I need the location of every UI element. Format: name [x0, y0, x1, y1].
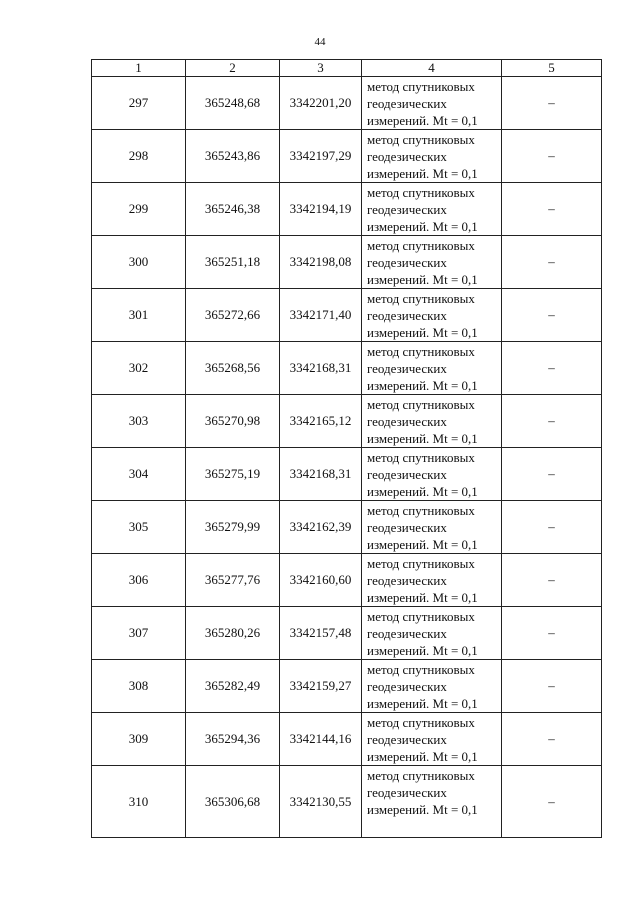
- note-cell: –: [502, 607, 602, 660]
- point-number-cell: 301: [92, 289, 186, 342]
- point-number-cell: 303: [92, 395, 186, 448]
- point-number-cell: 306: [92, 554, 186, 607]
- table-row: [92, 130, 602, 183]
- note-cell: –: [502, 501, 602, 554]
- note-cell: –: [502, 395, 602, 448]
- y-coordinate-cell: 3342159,27: [280, 660, 362, 713]
- table-row: [92, 77, 602, 130]
- method-cell: [362, 342, 502, 395]
- note-cell: –: [502, 554, 602, 607]
- method-text-line: метод спутниковых: [367, 555, 475, 571]
- method-cell: [362, 289, 502, 342]
- method-cell: [362, 713, 502, 766]
- method-text-line: метод спутниковых: [367, 449, 475, 465]
- method-text-line: метод спутниковых: [367, 502, 475, 518]
- x-coordinate-cell: 365306,68: [186, 766, 280, 838]
- note-cell: –: [502, 342, 602, 395]
- method-text-line: геодезических: [367, 625, 447, 641]
- point-number-cell: 305: [92, 501, 186, 554]
- method-text-line: геодезических: [367, 572, 447, 588]
- note-cell: –: [502, 660, 602, 713]
- method-text-line: геодезических: [367, 785, 447, 800]
- column-header: 4: [362, 60, 502, 77]
- method-text-line: метод спутниковых: [367, 608, 475, 624]
- method-text-line: метод спутниковых: [367, 768, 475, 783]
- y-coordinate-cell: 3342194,19: [280, 183, 362, 236]
- y-coordinate-cell: 3342201,20: [280, 77, 362, 130]
- x-coordinate-cell: 365268,56: [186, 342, 280, 395]
- note-cell: –: [502, 236, 602, 289]
- method-text-line: метод спутниковых: [367, 237, 475, 253]
- x-coordinate-cell: 365251,18: [186, 236, 280, 289]
- note-cell: –: [502, 130, 602, 183]
- method-text-line: геодезических: [367, 360, 447, 376]
- method-text-line: геодезических: [367, 201, 447, 217]
- table-row: [92, 395, 602, 448]
- x-coordinate-cell: 365246,38: [186, 183, 280, 236]
- table-row: [92, 289, 602, 342]
- method-text-line: геодезических: [367, 678, 447, 694]
- method-text-line: измерений. Mt = 0,1: [367, 430, 478, 446]
- x-coordinate-cell: 365248,68: [186, 77, 280, 130]
- y-coordinate-cell: 3342197,29: [280, 130, 362, 183]
- method-cell: [362, 130, 502, 183]
- x-coordinate-cell: 365272,66: [186, 289, 280, 342]
- method-text-line: геодезических: [367, 148, 447, 164]
- y-coordinate-cell: 3342198,08: [280, 236, 362, 289]
- method-text-line: измерений. Mt = 0,1: [367, 112, 478, 128]
- method-text-line: измерений. Mt = 0,1: [367, 165, 478, 181]
- method-text-line: геодезических: [367, 95, 447, 111]
- note-cell: –: [502, 77, 602, 130]
- x-coordinate-cell: 365275,19: [186, 448, 280, 501]
- column-header: 5: [502, 60, 602, 77]
- method-text-line: метод спутниковых: [367, 661, 475, 677]
- method-text-line: геодезических: [367, 307, 447, 323]
- table-row: [92, 342, 602, 395]
- table-row: [92, 501, 602, 554]
- point-number-cell: 302: [92, 342, 186, 395]
- method-text-line: метод спутниковых: [367, 343, 475, 359]
- column-header: 3: [280, 60, 362, 77]
- note-cell: –: [502, 713, 602, 766]
- method-cell: [362, 501, 502, 554]
- y-coordinate-cell: 3342168,31: [280, 342, 362, 395]
- method-cell: [362, 660, 502, 713]
- x-coordinate-cell: 365270,98: [186, 395, 280, 448]
- method-text-line: измерений. Mt = 0,1: [367, 536, 478, 552]
- y-coordinate-cell: 3342168,31: [280, 448, 362, 501]
- method-cell: [362, 236, 502, 289]
- column-header: 1: [92, 60, 186, 77]
- table-row: [92, 713, 602, 766]
- point-number-cell: 298: [92, 130, 186, 183]
- method-text-line: измерений. Mt = 0,1: [367, 483, 478, 499]
- method-text-line: метод спутниковых: [367, 78, 475, 94]
- table-row: [92, 554, 602, 607]
- method-text-line: измерений. Mt = 0,1: [367, 377, 478, 393]
- x-coordinate-cell: 365294,36: [186, 713, 280, 766]
- method-text-line: метод спутниковых: [367, 396, 475, 412]
- method-text-line: геодезических: [367, 254, 447, 270]
- method-text-line: метод спутниковых: [367, 131, 475, 147]
- method-cell: [362, 395, 502, 448]
- method-cell: [362, 607, 502, 660]
- point-number-cell: 310: [92, 766, 186, 838]
- y-coordinate-cell: 3342162,39: [280, 501, 362, 554]
- method-text-line: геодезических: [367, 466, 447, 482]
- method-text-line: геодезических: [367, 519, 447, 535]
- y-coordinate-cell: 3342144,16: [280, 713, 362, 766]
- method-cell: [362, 183, 502, 236]
- method-text-line: измерений. Mt = 0,1: [367, 271, 478, 287]
- method-text-line: измерений. Mt = 0,1: [367, 642, 478, 658]
- point-number-cell: 299: [92, 183, 186, 236]
- y-coordinate-cell: 3342165,12: [280, 395, 362, 448]
- method-cell: [362, 448, 502, 501]
- column-header: 2: [186, 60, 280, 77]
- table-row: [92, 183, 602, 236]
- method-text-line: метод спутниковых: [367, 184, 475, 200]
- table-body: [92, 77, 602, 838]
- note-cell: –: [502, 766, 602, 838]
- method-text-line: геодезических: [367, 413, 447, 429]
- x-coordinate-cell: 365277,76: [186, 554, 280, 607]
- x-coordinate-cell: 365282,49: [186, 660, 280, 713]
- method-text-line: измерений. Mt = 0,1: [367, 802, 478, 817]
- point-number-cell: 297: [92, 77, 186, 130]
- x-coordinate-cell: 365280,26: [186, 607, 280, 660]
- table-row: [92, 448, 602, 501]
- point-number-cell: 300: [92, 236, 186, 289]
- method-text-line: измерений. Mt = 0,1: [367, 218, 478, 234]
- method-cell: [362, 766, 502, 838]
- point-number-cell: 304: [92, 448, 186, 501]
- y-coordinate-cell: 3342130,55: [280, 766, 362, 838]
- note-cell: –: [502, 183, 602, 236]
- method-cell: [362, 77, 502, 130]
- page-number: 44: [314, 36, 326, 48]
- method-text-line: метод спутниковых: [367, 290, 475, 306]
- y-coordinate-cell: 3342160,60: [280, 554, 362, 607]
- table-row: [92, 766, 602, 838]
- method-text-line: геодезических: [367, 731, 447, 747]
- table-row: [92, 607, 602, 660]
- point-number-cell: 308: [92, 660, 186, 713]
- method-text-line: измерений. Mt = 0,1: [367, 695, 478, 711]
- method-text-line: измерений. Mt = 0,1: [367, 589, 478, 605]
- x-coordinate-cell: 365279,99: [186, 501, 280, 554]
- y-coordinate-cell: 3342171,40: [280, 289, 362, 342]
- point-number-cell: 309: [92, 713, 186, 766]
- method-text-line: измерений. Mt = 0,1: [367, 324, 478, 340]
- coordinates-table: [91, 59, 602, 838]
- table-header-row: [92, 60, 602, 77]
- y-coordinate-cell: 3342157,48: [280, 607, 362, 660]
- method-text-line: метод спутниковых: [367, 714, 475, 730]
- note-cell: –: [502, 448, 602, 501]
- table-row: [92, 660, 602, 713]
- x-coordinate-cell: 365243,86: [186, 130, 280, 183]
- table-row: [92, 236, 602, 289]
- note-cell: –: [502, 289, 602, 342]
- method-text-line: измерений. Mt = 0,1: [367, 748, 478, 764]
- point-number-cell: 307: [92, 607, 186, 660]
- method-cell: [362, 554, 502, 607]
